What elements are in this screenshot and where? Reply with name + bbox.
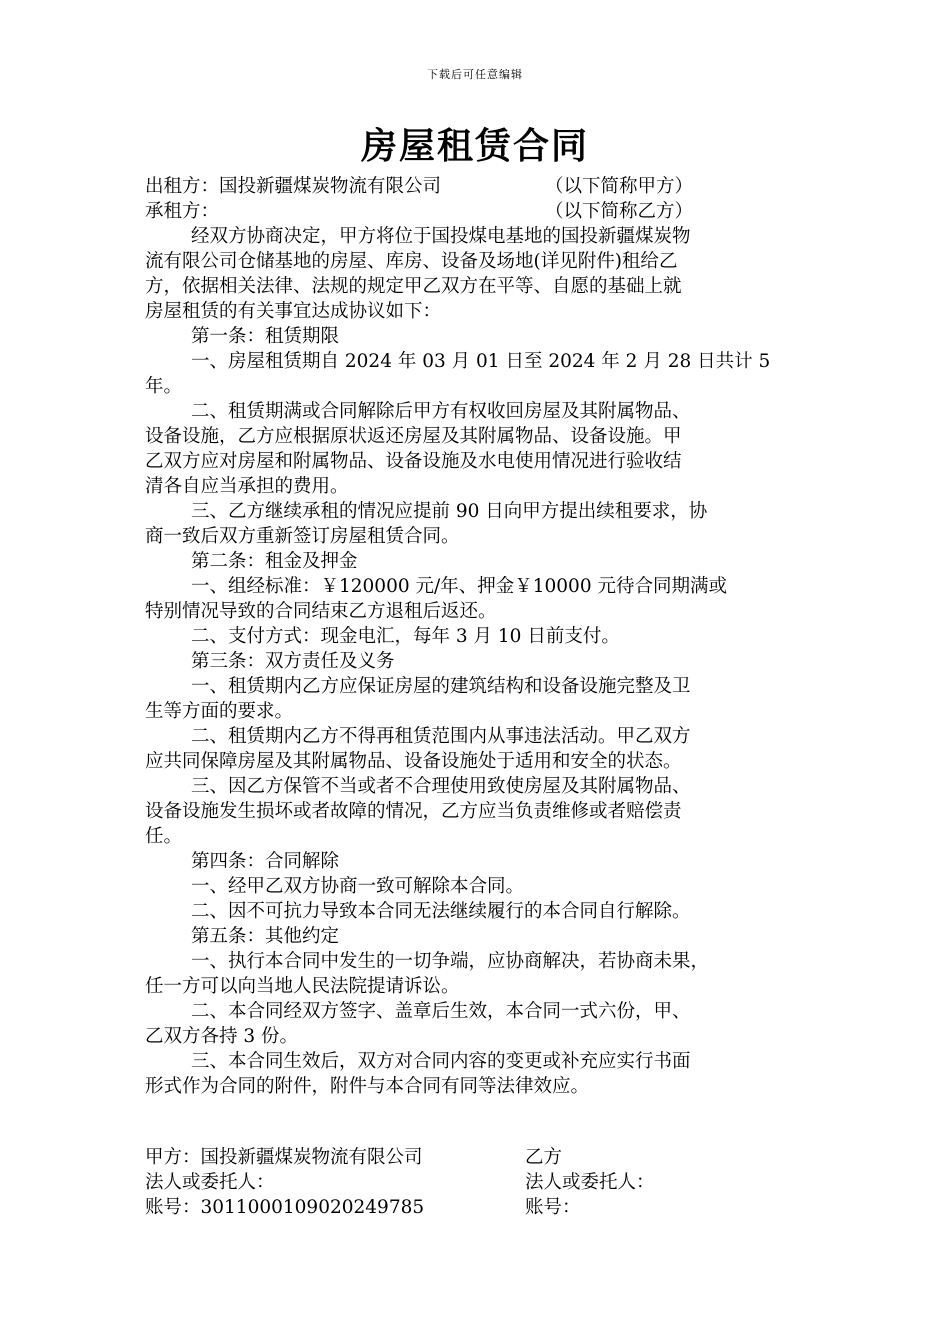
document-title: 房屋租赁合同	[360, 125, 589, 167]
clause-line: 第二条：租金及押金	[191, 551, 358, 572]
clause-line: 乙双方应对房屋和附属物品、设备设施及水电使用情况进行验收结	[145, 451, 682, 472]
clause-line: 一、房屋租赁期自 2024 年 03 月 01 日至 2024 年 2 月 28 日共计 5	[191, 351, 771, 372]
clause-line: 二、租赁期内乙方不得再租赁范围内从事违法活动。甲乙双方	[191, 726, 691, 747]
clause-line: 二、本合同经双方签字、盖章后生效，本合同一式六份，甲、	[191, 1001, 691, 1022]
clause-line: 流有限公司仓储基地的房屋、库房、设备及场地(详见附件)租给乙	[145, 251, 678, 272]
clause-line: 清各自应当承担的费用。	[145, 476, 349, 497]
party-a-name: 甲方：国投新疆煤炭物流有限公司	[145, 1147, 423, 1168]
header-note: 下载后可任意编辑	[427, 68, 523, 81]
lessee-line	[145, 199, 809, 224]
clause-line: 任一方可以向当地人民法院提请诉讼。	[145, 976, 460, 997]
signature-party-row	[145, 1145, 809, 1170]
lessor-label: 出租方：国投新疆煤炭物流有限公司	[145, 176, 442, 197]
clause-line: 年。	[145, 376, 183, 397]
clause-line: 一、执行本合同中发生的一切争端，应协商解决，若协商未果，	[191, 951, 710, 972]
clause-line: 三、本合同生效后，双方对合同内容的变更或补充应实行书面	[191, 1051, 691, 1072]
lessee-label: 承租方：	[145, 201, 220, 222]
clause-line: 特别情况导致的合同结束乙方退租后返还。	[145, 601, 497, 622]
party-b-representative: 法人或委托人：	[525, 1172, 655, 1193]
clause-line: 方，依据相关法律、法规的规定甲乙双方在平等、自愿的基础上就	[145, 276, 682, 297]
signature-rep-row	[145, 1170, 809, 1195]
clause-line: 应共同保障房屋及其附属物品、设备设施处于适用和安全的状态。	[145, 751, 682, 772]
clause-line: 二、因不可抗力导致本合同无法继续履行的本合同自行解除。	[191, 901, 691, 922]
signature-block	[145, 1145, 809, 1220]
clause-line: 生等方面的要求。	[145, 701, 294, 722]
clause-line: 商一致后双方重新签订房屋租赁合同。	[145, 526, 460, 547]
clause-line: 一、经甲乙双方协商一致可解除本合同。	[191, 876, 525, 897]
party-b-name: 乙方	[525, 1147, 563, 1168]
contract-clauses	[145, 224, 809, 1099]
signature-account-row	[145, 1195, 809, 1220]
clause-line: 二、租赁期满或合同解除后甲方有权收回房屋及其附属物品、	[191, 401, 691, 422]
clause-line: 第五条：其他约定	[191, 926, 340, 947]
lessee-note: （以下简称乙方）	[545, 201, 694, 222]
clause-line: 第四条：合同解除	[191, 851, 340, 872]
party-b-account: 账号：	[525, 1197, 581, 1218]
clause-line: 设备设施发生损坏或者故障的情况，乙方应当负责维修或者赔偿责	[145, 801, 682, 822]
contract-body	[145, 174, 809, 1099]
clause-line: 第一条：租赁期限	[191, 326, 340, 347]
clause-line: 三、乙方继续承租的情况应提前 90 日向甲方提出续租要求，协	[191, 501, 708, 522]
clause-line: 三、因乙方保管不当或者不合理使用致使房屋及其附属物品、	[191, 776, 691, 797]
clause-line: 形式作为合同的附件，附件与本合同有同等法律效应。	[145, 1076, 590, 1097]
party-a-account: 账号：3011000109020249785	[145, 1197, 425, 1218]
lessor-line	[145, 174, 809, 199]
lessor-note: （以下简称甲方）	[545, 176, 694, 197]
clause-line: 房屋租赁的有关事宜达成协议如下：	[145, 301, 442, 322]
clause-line: 一、组经标准：￥120000 元/年、押金￥10000 元待合同期满或	[191, 576, 727, 597]
party-a-representative: 法人或委托人：	[145, 1172, 275, 1193]
clause-line: 设备设施，乙方应根据原状返还房屋及其附属物品、设备设施。甲	[145, 426, 682, 447]
clause-line: 乙双方各持 3 份。	[145, 1026, 299, 1047]
clause-line: 一、租赁期内乙方应保证房屋的建筑结构和设备设施完整及卫	[191, 676, 691, 697]
clause-line: 经双方协商决定，甲方将位于国投煤电基地的国投新疆煤炭物	[191, 226, 691, 247]
clause-line: 第三条：双方责任及义务	[191, 651, 395, 672]
clause-line: 任。	[145, 826, 183, 847]
clause-line: 二、支付方式：现金电汇，每年 3 月 10 日前支付。	[191, 626, 620, 647]
